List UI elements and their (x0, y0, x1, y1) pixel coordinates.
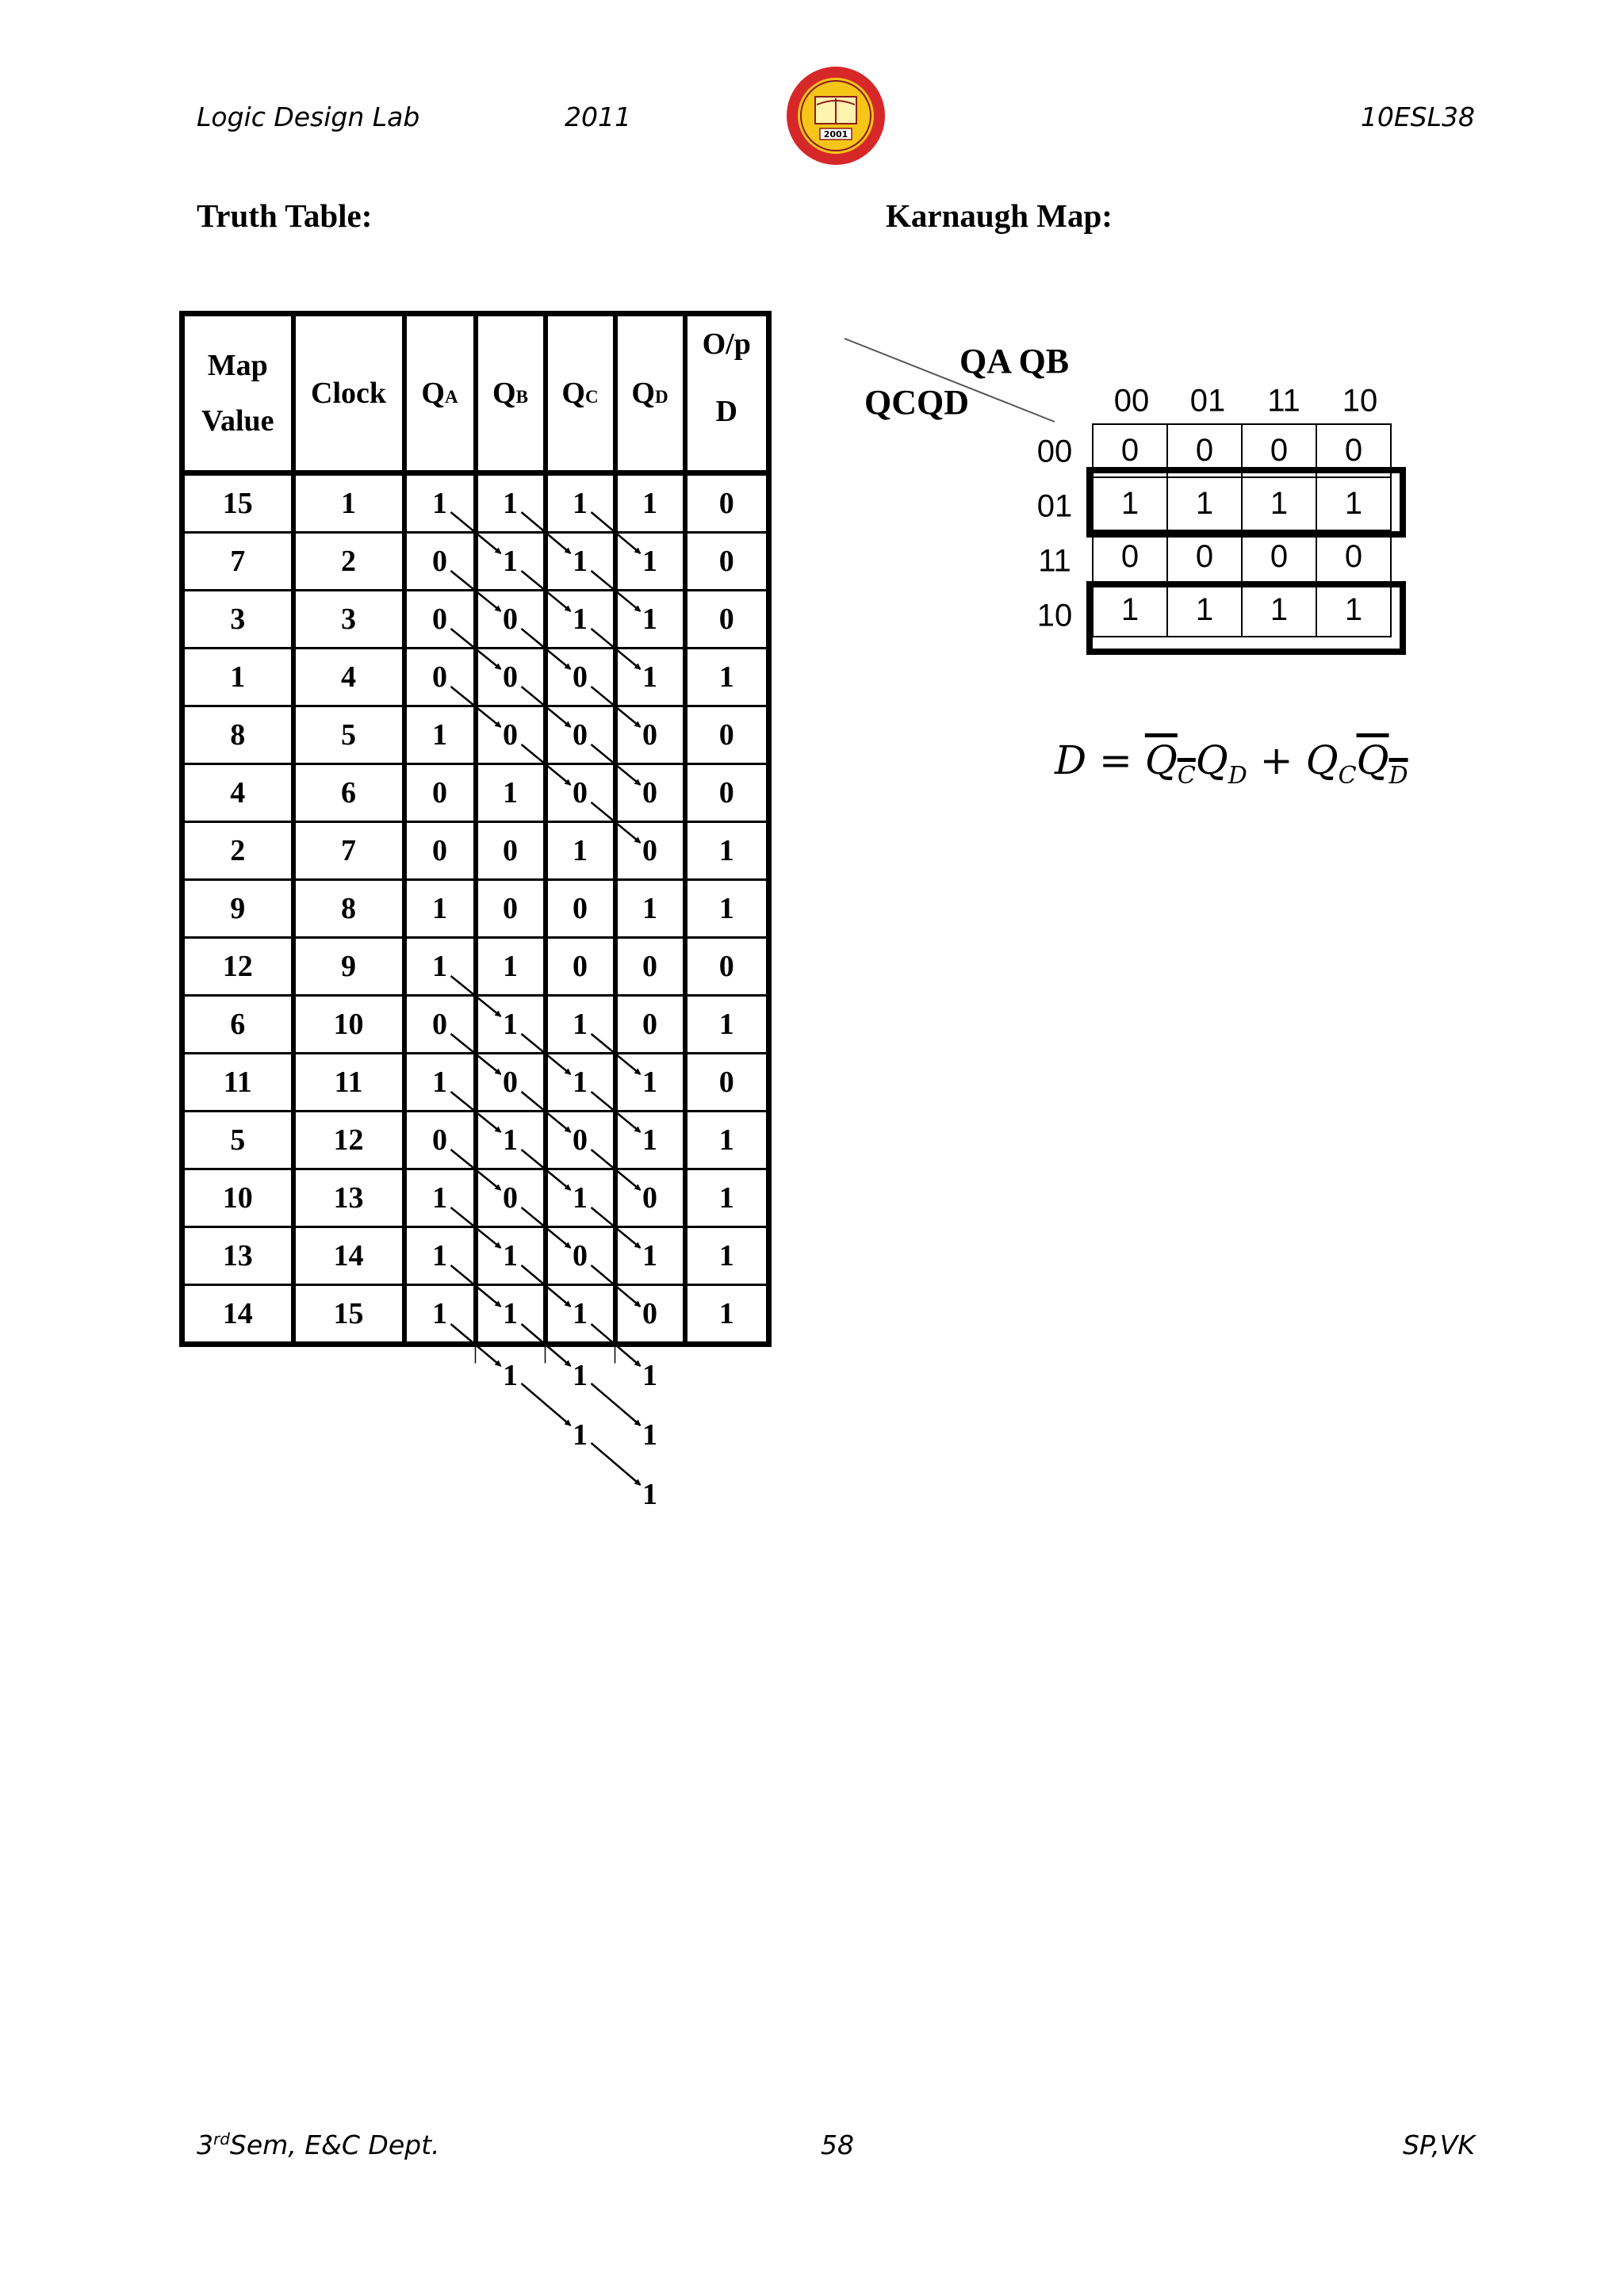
kmap-row-variables: QCQD (864, 383, 969, 422)
shift-arrow (451, 1034, 501, 1074)
table-cell: 1 (685, 1169, 769, 1227)
shift-arrow (451, 571, 501, 611)
header-qc: QC (546, 314, 615, 473)
table-cell: 0 (615, 996, 685, 1054)
table-cell: 0 (404, 533, 476, 591)
kmap-cell: 1 (1093, 477, 1167, 530)
table-cell: 0 (546, 764, 615, 822)
table-cell: 15 (293, 1285, 404, 1345)
table-cell: 0 (685, 1054, 769, 1112)
table-cell: 0 (615, 938, 685, 996)
table-cell: 1 (546, 1285, 615, 1345)
table-cell: 15 (182, 473, 293, 533)
header-qd: QD (615, 314, 685, 473)
table-cell: 13 (182, 1227, 293, 1285)
header-qa: QA (404, 314, 476, 473)
table-cell: 0 (404, 1112, 476, 1169)
table-cell: 0 (546, 1112, 615, 1169)
footer-page-number: 58 (821, 2130, 854, 2160)
table-cell: 1 (404, 1227, 476, 1285)
table-cell: 4 (293, 649, 404, 706)
table-cell: 12 (182, 938, 293, 996)
table-cell: 1 (476, 473, 546, 533)
table-cell: 1 (404, 938, 476, 996)
shift-arrow (451, 1265, 501, 1307)
table-cell: 1 (685, 1112, 769, 1169)
overflow-value: 1 (642, 1359, 657, 1392)
truth-table-title: Truth Table: (197, 197, 373, 234)
table-cell: 1 (615, 1112, 685, 1169)
shift-arrow (451, 1207, 501, 1248)
table-cell: 0 (685, 764, 769, 822)
kmap-cell: 1 (1242, 477, 1316, 530)
table-cell: 0 (404, 996, 476, 1054)
table-cell: 0 (546, 706, 615, 764)
kmap-column-label: 00 (1113, 383, 1150, 419)
table-cell: 12 (293, 1112, 404, 1169)
kmap-cell: 0 (1316, 530, 1391, 584)
table-cell: 10 (182, 1169, 293, 1227)
header-course-title: Logic Design Lab (197, 101, 420, 132)
table-cell: 0 (404, 591, 476, 649)
shift-arrow (592, 571, 641, 611)
table-cell: 1 (685, 996, 769, 1054)
table-cell: 1 (404, 706, 476, 764)
table-cell: 5 (182, 1112, 293, 1169)
kmap-column-variables: QA QB (959, 342, 1070, 381)
table-cell: 0 (615, 1285, 685, 1345)
shift-arrow (592, 744, 641, 785)
shift-arrow (522, 1383, 571, 1425)
shift-arrow (522, 1207, 571, 1248)
table-cell: 5 (293, 706, 404, 764)
kmap-cell: 1 (1242, 584, 1316, 637)
shift-arrow (522, 512, 571, 553)
table-cell: 0 (546, 880, 615, 938)
table-cell: 1 (404, 880, 476, 938)
table-cell: 2 (182, 822, 293, 880)
table-cell: 0 (476, 591, 546, 649)
shift-arrow (592, 512, 641, 553)
kmap-cell: 0 (1316, 424, 1391, 477)
table-cell: 8 (182, 706, 293, 764)
table-cell: 1 (546, 591, 615, 649)
table-cell: 1 (546, 1169, 615, 1227)
table-cell: 1 (476, 764, 546, 822)
shift-arrows-layer (179, 311, 774, 1500)
kmap-row-label: 10 (1036, 598, 1073, 633)
table-cell: 1 (685, 1227, 769, 1285)
overflow-value: 1 (642, 1418, 657, 1452)
table-cell: 0 (476, 880, 546, 938)
boolean-equation: $D = Q_CQ_D + Q_CQ_D$ (1055, 737, 1408, 790)
shift-arrow (592, 802, 641, 843)
header-qb: QB (476, 314, 546, 473)
kmap-cell: 0 (1167, 530, 1242, 584)
shift-arrow (451, 512, 501, 553)
table-cell: 1 (293, 473, 404, 533)
table-cell: 0 (476, 822, 546, 880)
shift-arrow (522, 687, 571, 727)
table-cell: 0 (404, 764, 476, 822)
shift-arrow (451, 976, 501, 1016)
table-cell: 1 (685, 649, 769, 706)
kmap-column-label: 11 (1267, 383, 1300, 419)
kmap-row-label: 00 (1036, 434, 1073, 469)
table-cell: 1 (476, 1285, 546, 1345)
table-cell: 1 (685, 822, 769, 880)
table-cell: 0 (404, 649, 476, 706)
term-qc-bar: $Q_C$ (1144, 737, 1196, 790)
overflow-value: 1 (573, 1359, 588, 1392)
shift-arrow (522, 571, 571, 611)
table-cell: 1 (546, 1054, 615, 1112)
table-cell: 0 (685, 591, 769, 649)
table-cell: 14 (182, 1285, 293, 1345)
shift-arrow (592, 1150, 641, 1190)
header-year: 2011 (565, 101, 631, 132)
table-cell: 11 (182, 1054, 293, 1112)
shift-arrow (522, 629, 571, 669)
table-cell: 0 (685, 706, 769, 764)
table-cell: 0 (685, 473, 769, 533)
table-cell: 2 (293, 533, 404, 591)
term-qd-bar: $Q_D$ (1356, 737, 1408, 790)
shift-arrow (451, 629, 501, 669)
table-cell: 14 (293, 1227, 404, 1285)
shift-arrow (522, 1150, 571, 1190)
header-output: O/p D (685, 314, 769, 473)
shift-arrow (522, 1092, 571, 1132)
kmap-column-label: 10 (1342, 383, 1378, 419)
table-cell: 1 (546, 533, 615, 591)
table-cell: 1 (476, 938, 546, 996)
shift-arrow (522, 1034, 571, 1074)
table-cell: 13 (293, 1169, 404, 1227)
table-cell: 1 (476, 1227, 546, 1285)
table-cell: 1 (476, 1112, 546, 1169)
table-cell: 0 (546, 1227, 615, 1285)
shift-arrow (592, 1383, 641, 1425)
shift-arrow (451, 687, 501, 727)
shift-arrow (451, 1150, 501, 1190)
karnaugh-map (825, 317, 1427, 682)
kmap-row-label: 11 (1038, 543, 1071, 579)
shift-arrow (592, 1207, 641, 1248)
table-cell: 1 (615, 473, 685, 533)
kmap-cell: 0 (1167, 424, 1242, 477)
table-cell: 9 (182, 880, 293, 938)
table-cell: 0 (476, 1169, 546, 1227)
shift-arrow (522, 1324, 571, 1366)
shift-arrow (522, 744, 571, 785)
college-logo-icon (785, 65, 887, 166)
table-cell: 0 (476, 649, 546, 706)
kmap-cell: 1 (1316, 477, 1391, 530)
table-cell: 0 (546, 649, 615, 706)
table-cell: 3 (293, 591, 404, 649)
overflow-value: 1 (642, 1478, 657, 1511)
table-cell: 1 (615, 591, 685, 649)
shift-arrow (592, 1443, 641, 1485)
table-cell: 0 (546, 938, 615, 996)
table-cell: 1 (685, 880, 769, 938)
overflow-value: 1 (503, 1359, 518, 1392)
table-cell: 1 (615, 1227, 685, 1285)
karnaugh-map-title: Karnaugh Map: (886, 197, 1113, 234)
shift-arrow (592, 1034, 641, 1074)
kmap-cell: 1 (1167, 477, 1242, 530)
table-cell: 1 (615, 880, 685, 938)
footer-authors: SP,VK (1402, 2130, 1475, 2160)
shift-arrow (451, 1092, 501, 1132)
table-cell: 3 (182, 591, 293, 649)
table-cell: 7 (293, 822, 404, 880)
table-cell: 0 (476, 706, 546, 764)
table-cell: 0 (615, 706, 685, 764)
table-cell: 1 (615, 649, 685, 706)
shift-arrow (592, 1324, 641, 1366)
table-cell: 6 (293, 764, 404, 822)
table-cell: 0 (615, 822, 685, 880)
kmap-row (1093, 530, 1391, 584)
kmap-row-label: 01 (1036, 488, 1073, 524)
table-cell: 7 (182, 533, 293, 591)
table-cell: 8 (293, 880, 404, 938)
table-cell: 9 (293, 938, 404, 996)
table-cell: 1 (685, 1285, 769, 1345)
table-cell: 1 (476, 533, 546, 591)
kmap-group-loop-row-01 (1086, 467, 1406, 538)
table-cell: 10 (293, 996, 404, 1054)
table-cell: 4 (182, 764, 293, 822)
table-cell: 1 (615, 533, 685, 591)
table-cell: 1 (615, 1054, 685, 1112)
table-cell: 6 (182, 996, 293, 1054)
kmap-cell: 1 (1316, 584, 1391, 637)
table-cell: 0 (476, 1054, 546, 1112)
table-cell: 0 (404, 822, 476, 880)
shift-arrow (592, 1092, 641, 1132)
table-cell: 0 (615, 764, 685, 822)
kmap-cell: 0 (1242, 530, 1316, 584)
table-cell: 1 (404, 473, 476, 533)
table-cell: 1 (182, 649, 293, 706)
table-cell: 1 (546, 822, 615, 880)
table-cell: 0 (685, 938, 769, 996)
table-cell: 0 (685, 533, 769, 591)
kmap-column-label: 01 (1189, 383, 1226, 419)
shift-arrow (592, 687, 641, 727)
header-clock: Clock (293, 314, 404, 473)
header-map-value: Map Value (182, 314, 293, 473)
shift-arrow (592, 629, 641, 669)
truth-table-container (179, 311, 774, 1511)
table-cell: 1 (404, 1054, 476, 1112)
shift-arrow (522, 1265, 571, 1307)
table-cell: 11 (293, 1054, 404, 1112)
header-course-code: 10ESL38 (1360, 101, 1475, 132)
kmap-cell: 0 (1242, 424, 1316, 477)
kmap-cell: 1 (1167, 584, 1242, 637)
footer-semester-dept: 3rdSem, E&C Dept. (197, 2130, 440, 2160)
kmap-group-loop-row-10 (1086, 581, 1406, 655)
table-cell: 1 (546, 473, 615, 533)
overflow-value: 1 (573, 1418, 588, 1452)
table-cell: 0 (615, 1169, 685, 1227)
table-cell: 1 (476, 996, 546, 1054)
logo-year: 2001 (823, 129, 848, 140)
table-cell: 1 (404, 1285, 476, 1345)
kmap-cell: 0 (1093, 530, 1167, 584)
kmap-cell: 0 (1093, 424, 1167, 477)
shift-arrow (592, 1265, 641, 1307)
kmap-cell: 1 (1093, 584, 1167, 637)
table-cell: 1 (404, 1169, 476, 1227)
table-cell: 1 (546, 996, 615, 1054)
